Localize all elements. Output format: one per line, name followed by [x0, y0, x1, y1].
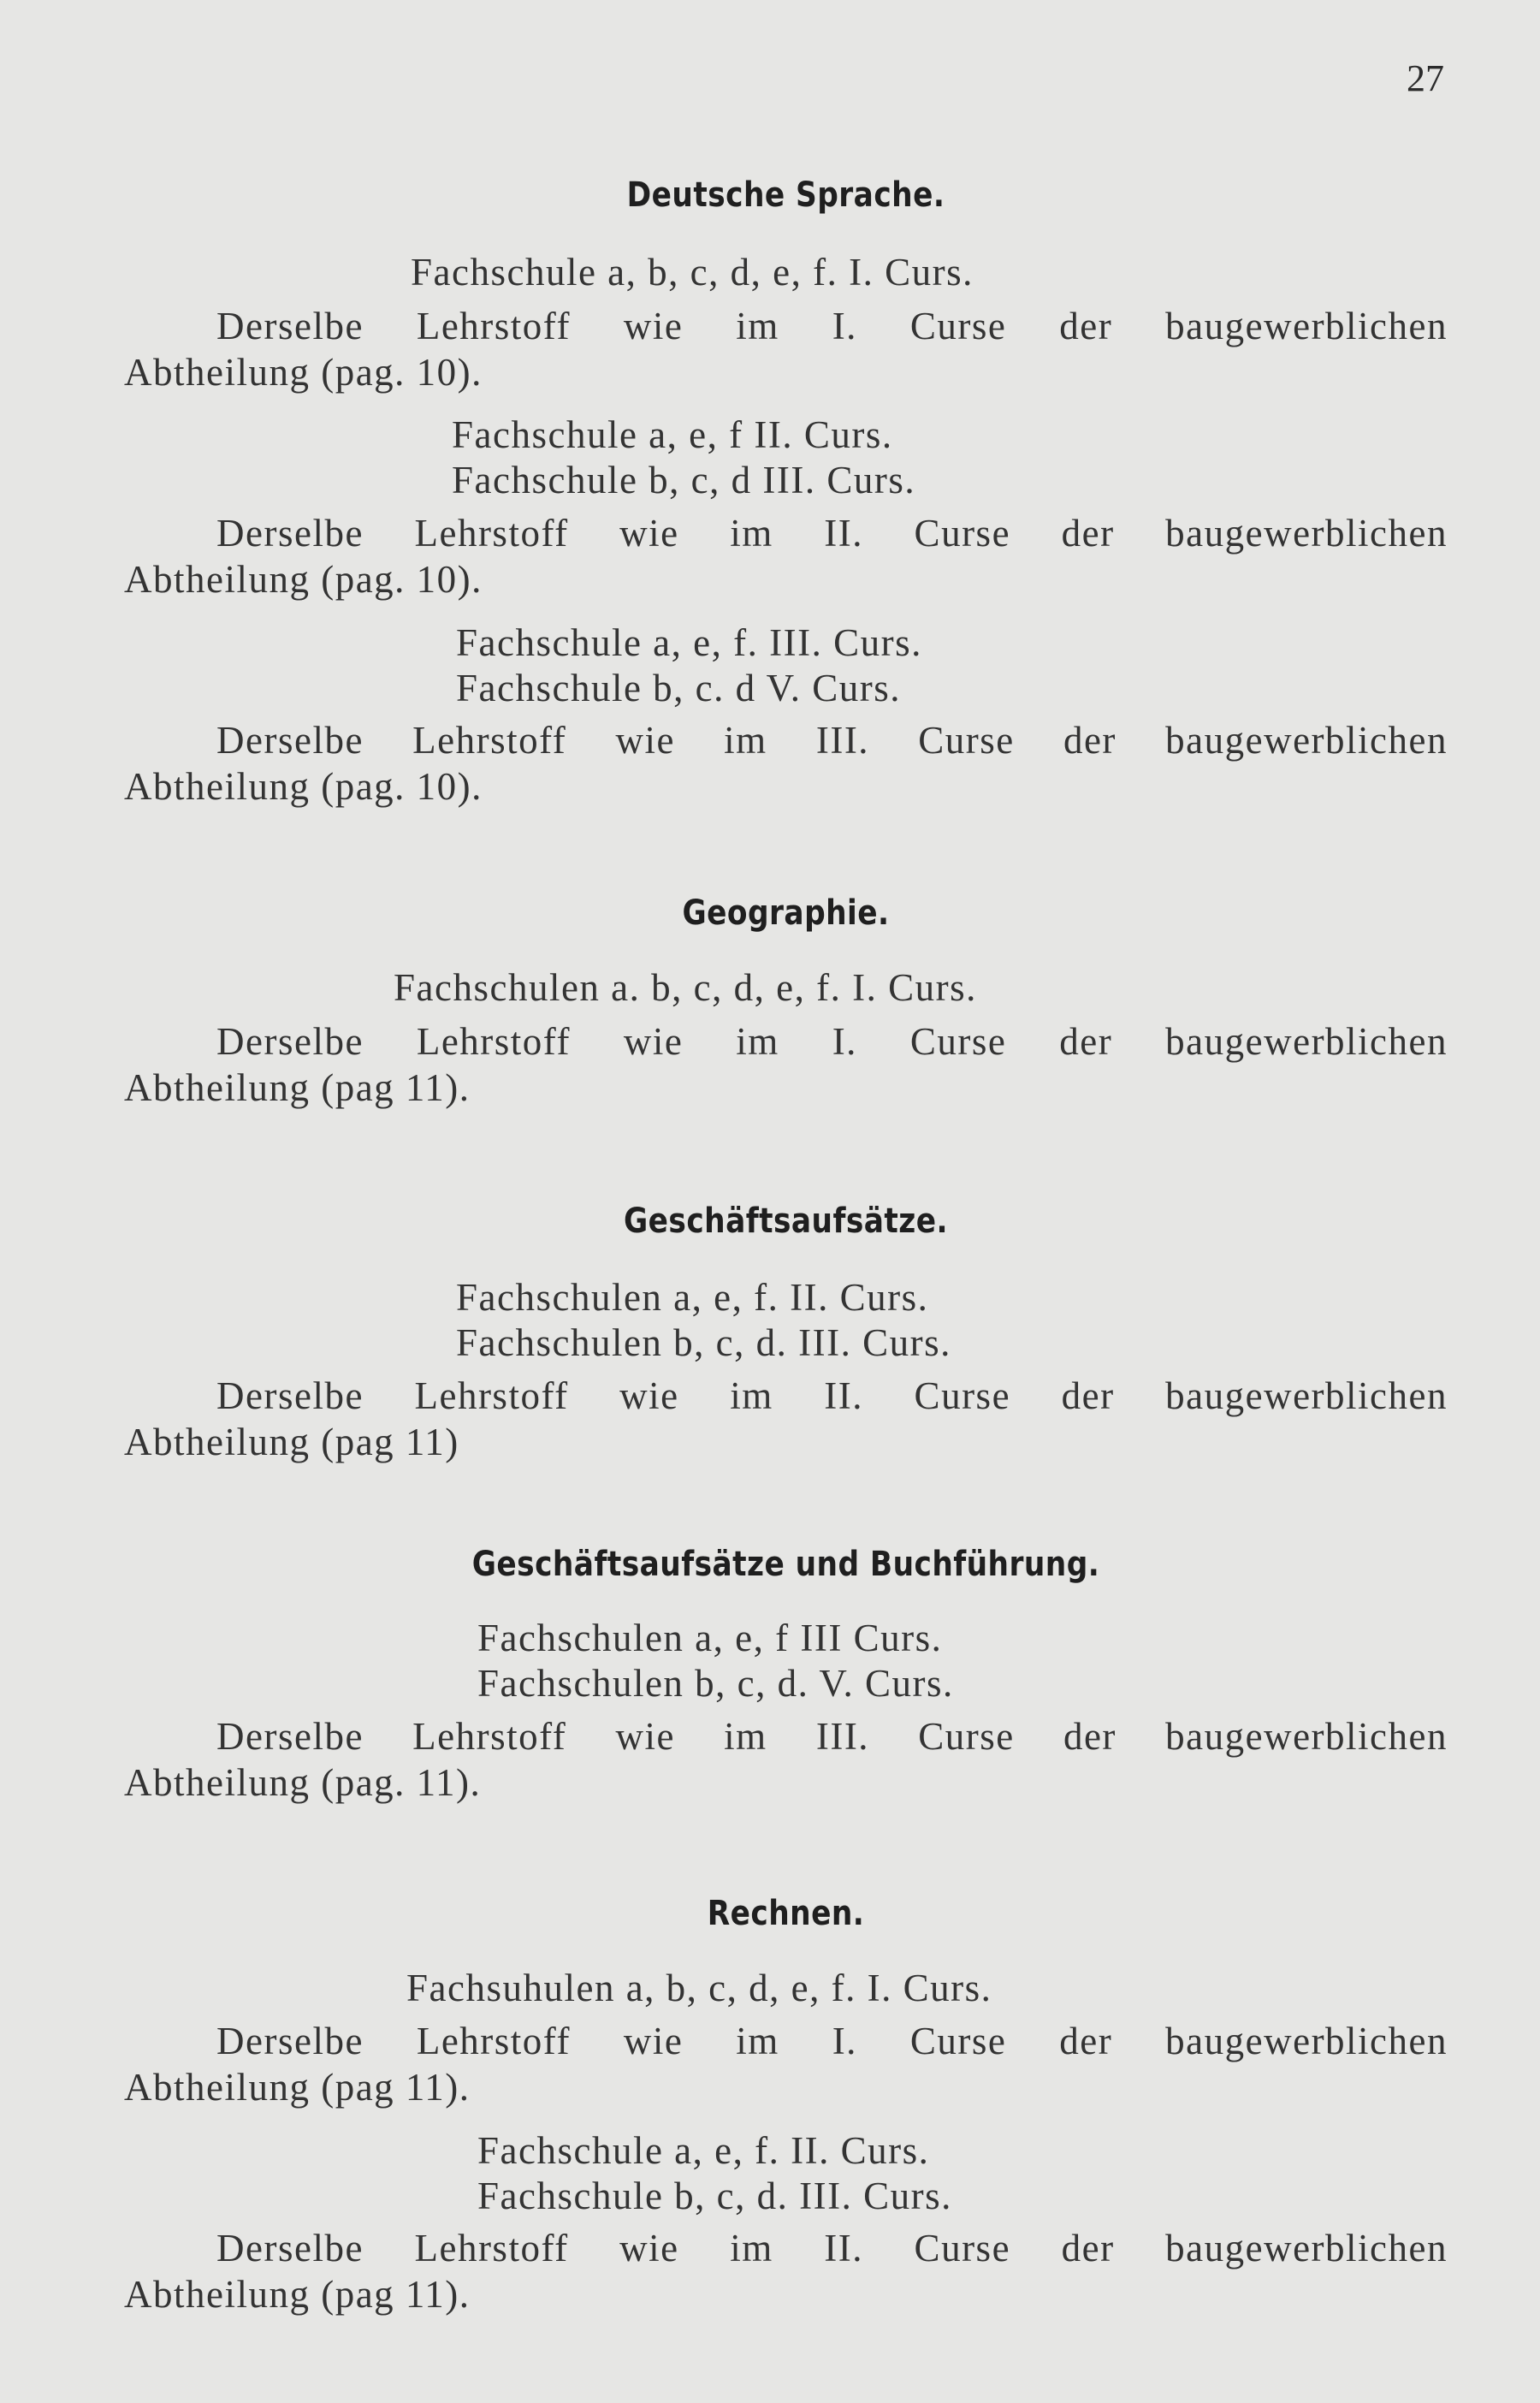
course-line: Fachschulen a, e, f III Curs. [477, 1617, 943, 1659]
paragraph [124, 303, 1448, 395]
course-line: Fachschule b, c, d III. Curs. [452, 459, 916, 501]
paragraph-line-1: Derselbe Lehrstoff wie im II. Curse der baugewerblichen [216, 512, 1448, 555]
paragraph-line-2: Abtheilung (pag 11). [124, 2066, 471, 2109]
course-line: Fachschule a, b, c, d, e, f. I. Curs. [411, 251, 974, 294]
paragraph [124, 2225, 1448, 2317]
course-line: Fachsuhulen a, b, c, d, e, f. I. Curs. [406, 1967, 992, 2009]
paragraph-line-1: Derselbe Lehrstoff wie im III. Curse der baugewerblichen [216, 719, 1448, 762]
paragraph-line-2: Abtheilung (pag. 10). [124, 765, 483, 808]
section-heading-geschaeftsaufsaetze-buchfuehrung: Geschäftsaufsätze und Buchführung. [471, 1545, 1100, 1584]
paragraph-line-2: Abtheilung (pag 11). [124, 2273, 471, 2316]
course-line: Fachschule a, e, f II. Curs. [452, 413, 893, 456]
section-heading-geographie: Geographie. [682, 893, 890, 933]
course-line: Fachschule a, e, f. III. Curs. [456, 621, 922, 664]
course-line: Fachschulen b, c, d. III. Curs. [456, 1321, 951, 1364]
course-line: Fachschule a, e, f. II. Curs. [477, 2129, 930, 2172]
paragraph [124, 2018, 1448, 2110]
course-line: Fachschule b, c. d V. Curs. [456, 667, 902, 709]
paragraph-line-1: Derselbe Lehrstoff wie im II. Curse der baugewerblichen [216, 1374, 1448, 1417]
paragraph-line-2: Abtheilung (pag 11). [124, 1066, 471, 1109]
section-heading-rechnen: Rechnen. [707, 1894, 865, 1933]
paragraph [124, 1018, 1448, 1111]
paragraph-line-1: Derselbe Lehrstoff wie im I. Curse der baugewerblichen [216, 305, 1448, 347]
paragraph-line-2: Abtheilung (pag 11) [124, 1421, 459, 1463]
section-heading-geschaeftsaufsaetze: Geschäftsaufsätze. [624, 1202, 948, 1241]
paragraph [124, 1373, 1448, 1465]
paragraph-line-1: Derselbe Lehrstoff wie im I. Curse der baugewerblichen [216, 1020, 1448, 1063]
course-line: Fachschulen a. b, c, d, e, f. I. Curs. [394, 966, 977, 1009]
course-line: Fachschule b, c, d. III. Curs. [477, 2175, 952, 2217]
course-line: Fachschulen b, c, d. V. Curs. [477, 1662, 954, 1705]
paragraph-line-1: Derselbe Lehrstoff wie im I. Curse der baugewerblichen [216, 2020, 1448, 2062]
paragraph-line-1: Derselbe Lehrstoff wie im II. Curse der baugewerblichen [216, 2227, 1448, 2270]
paragraph [124, 1713, 1448, 1806]
paragraph [124, 510, 1448, 602]
course-line: Fachschulen a, e, f. II. Curs. [456, 1276, 929, 1319]
paragraph-line-2: Abtheilung (pag. 11). [124, 1761, 482, 1804]
paragraph-line-2: Abtheilung (pag. 10). [124, 558, 483, 601]
page-number: 27 [1407, 57, 1444, 99]
paragraph-line-2: Abtheilung (pag. 10). [124, 351, 483, 394]
paragraph-line-1: Derselbe Lehrstoff wie im III. Curse der baugewerblichen [216, 1715, 1448, 1758]
section-heading-deutsche-sprache: Deutsche Sprache. [626, 175, 945, 215]
paragraph [124, 717, 1448, 810]
